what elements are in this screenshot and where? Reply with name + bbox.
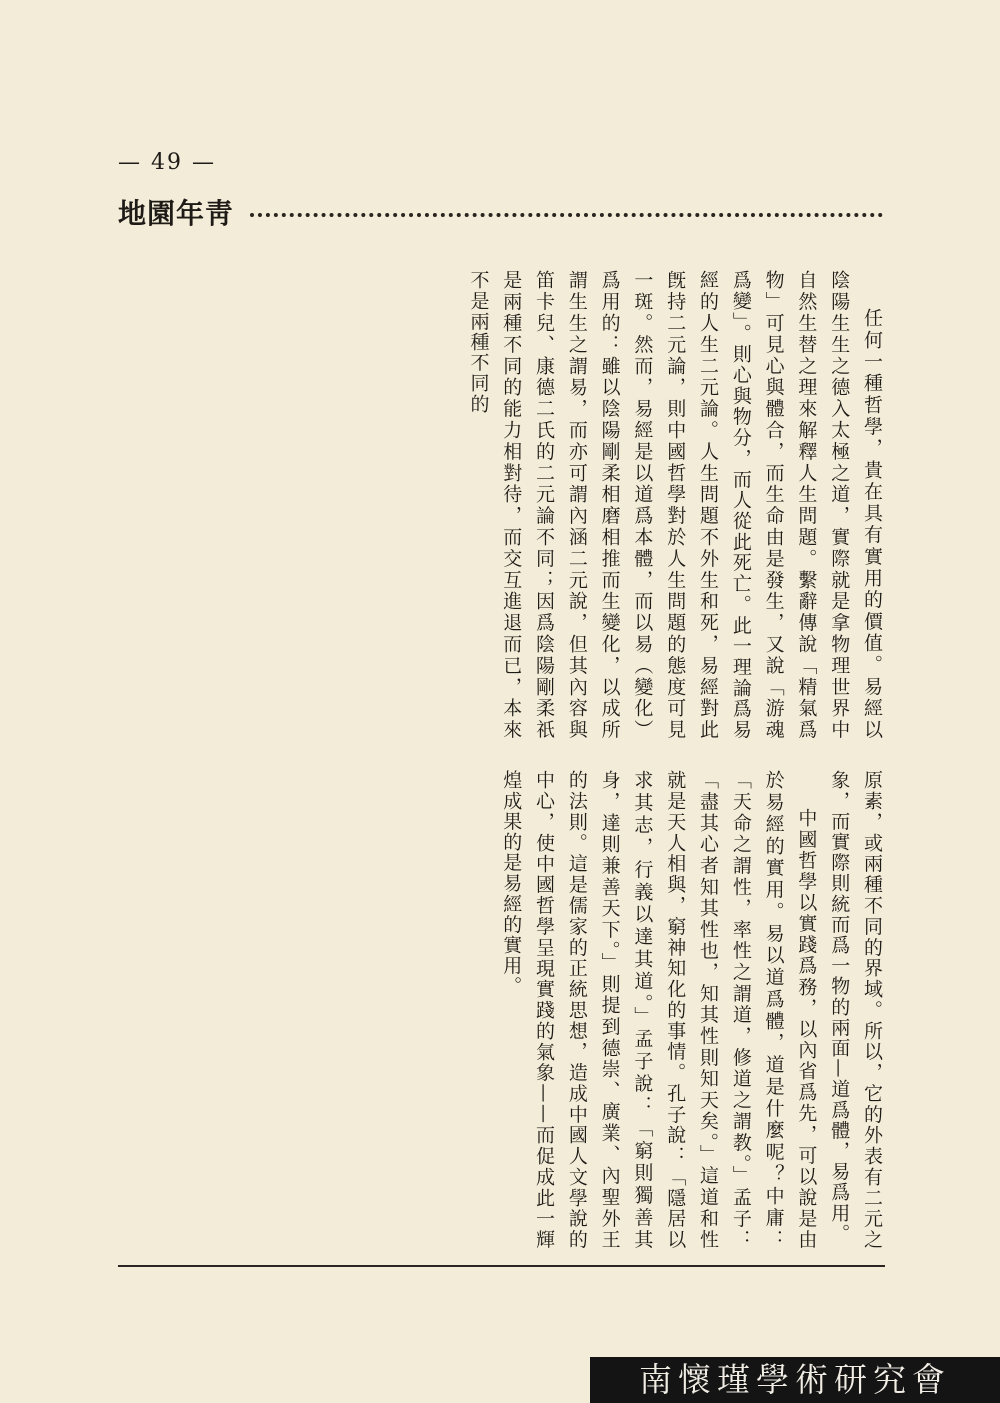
page-number: — 49 — xyxy=(118,150,216,175)
watermark-banner: 南懷瑾學術研究會 xyxy=(590,1357,1000,1403)
magazine-title: 地園年靑 xyxy=(118,197,235,230)
article-column-bottom xyxy=(500,770,888,1250)
paragraph-chinese-philosophy-practice: 中國哲學以實踐爲務，以內省爲先，可以說是由於易經的實用。易以道爲體，道是什麼呢？中庸：「天命之謂性，率性之謂道，修道之謂教。」孟子：「盡其心者知其性也，知其性則知天矣。」這道和性就是天人相與，窮神知化的事情。孔子說：「隱居以求其志，行義以達其道。」孟子說：「窮則獨善其身，達則兼善天下。」則提到德崇、廣業、內聖外王的法則。這是儒家的正統思想，造成中國人文學說的中心，使中國哲學呈現實踐的氣象——而促成此一輝煌成果的是易經的實用。 xyxy=(500,770,818,1250)
paragraph-philosophy-utility: 任何一種哲學，貴在具有實用的價值。易經以陰陽生生之德入太極之道，實際就是拿物理世界中自然生替之理來解釋人生問題。繫辭傳說「精氣爲物」可見心與體合，而生命由是發生，又說「游魂爲變」。則心與物分，而人從此死亡。此一理論爲易經的人生二元論。人生問題不外生和死，易經對此旣持二元論，則中國哲學對於人生問題的態度可見一斑。然而，易經是以道爲本體，而以易（變化）爲用的：雖以陰陽剛柔相磨相推而生變化，以成所謂生生之謂易，而亦可謂內涵二元說，但其內容與笛卡兒、康德二氏的二元論不同；因爲陰陽剛柔祇是兩種不同的能力相對待，而交互進退而已，本來不是兩種不同的 xyxy=(467,270,883,740)
article-column-top xyxy=(467,270,888,740)
footer-rule xyxy=(118,1265,885,1267)
paragraph-continuation: 原素，或兩種不同的界域。所以，它的外表有二元之象，而實際則統而爲一物的兩面—道爲體，易爲用。 xyxy=(828,770,883,1250)
header-dotted-rule xyxy=(250,213,883,217)
